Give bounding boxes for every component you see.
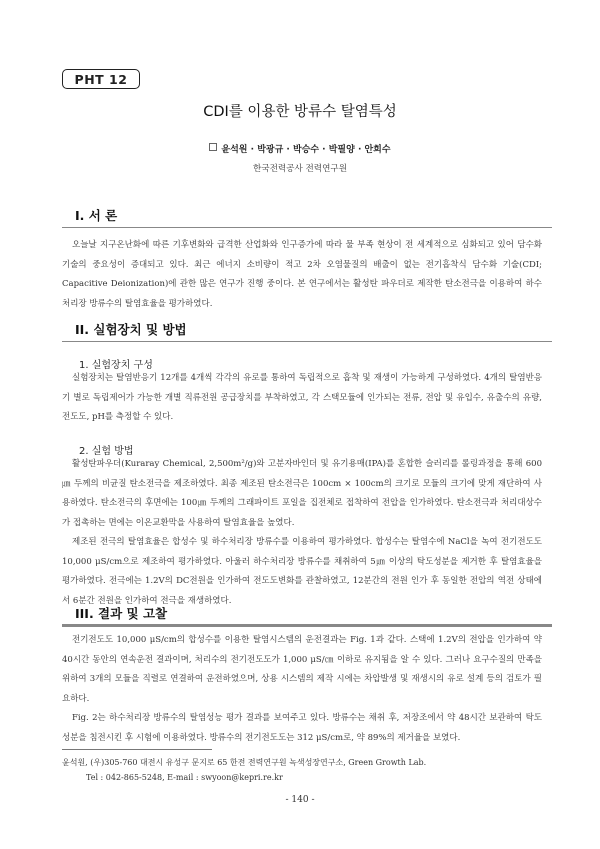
results-paragraph <box>62 631 542 748</box>
intro-paragraph <box>62 236 542 314</box>
method-text-1: 활성탄파우더(Kuraray Chemical, 2,500m²/g)와 고분자바인더 및 유기용매(IPA)를 혼합한 슬러리를 롤링과정을 통해 600㎛ 두께의 비균질 탄소전극을 제조하였다. 최종 제조된 탄소전극은 100cm × 100cm의 크기로 모듈의 크기에 맞게 재단하여 사용하였다. 탄소전극의 후면에는 100㎛ 두께의 그래파이트 포일을 집전체로 접착하여 전압을 인가하였다. 탄소전극과 처리대상수가 접촉하는 면에는 이온교환막을 사용하여 탈염효율을 높였다. <box>62 459 542 528</box>
footnote-contact: Tel : 042-865-5248, E-mail : swyoon@kepri.re.kr <box>86 773 283 782</box>
setup-text: 실험장치는 탈염반응기 12개를 4개씩 각각의 유로를 통하여 독립적으로 흡착 및 재생이 가능하게 구성하였다. 4개의 탈염반응기 별로 독립제어가 가능한 개별 직류전원 공급장치를 부착하였고, 각 스택모듈에 인가되는 전류, 전압 및 유입수, 유출수의 유량, 전도도, pH를 측정할 수 있다. <box>62 373 542 422</box>
paper-title: CDI를 이용한 방류수 탈염특성 <box>203 104 397 120</box>
page-number: - 140 - <box>285 795 315 805</box>
subsection-heading-method: 2. 실험 방법 <box>79 446 134 457</box>
method-text-2: 제조된 전극의 탈염효율은 합성수 및 하수처리장 방류수를 이용하여 평가하였다. 합성수는 탈염수에 NaCl을 녹여 전기전도도 10,000 μS/cm으로 제조하여 평가하였다. 아울러 하수처리장 방류수를 채취하여 5㎛ 이상의 탁도성분을 제거한 후 탈염효율을 평가하였다. 전극에는 1.2V의 DC전원을 인가하여 전도도변화를 관찰하였고, 12분간의 전원 인가 후 동일한 전압의 역전 상태에서 6분간 전원을 인가하여 전극을 재생하였다. <box>62 537 542 606</box>
section-heading-intro: I. 서 론 <box>75 208 118 223</box>
setup-paragraph <box>62 369 542 428</box>
footnote-address: 윤석원, (우)305-760 대전시 유성구 문지로 65 한전 전력연구원 녹색성장연구소, Green Growth Lab. <box>62 758 427 767</box>
section-heading-results: III. 결과 및 고찰 <box>75 606 168 621</box>
subsection-heading-setup: 1. 실험장치 구성 <box>79 360 153 371</box>
results-text-2: Fig. 2는 하수처리장 방류수의 탈염성능 평가 결과를 보여주고 있다. 방류수는 채취 후, 저장조에서 약 48시간 보관하여 탁도 성분을 침전시킨 후 시험에 이용하였다. 방류수의 전기전도도는 312 μS/cm로, 약 89%의 제거율을 보였다. <box>62 713 542 743</box>
section-rule <box>62 227 552 228</box>
results-text-1: 전기전도도 10,000 μS/cm의 합성수를 이용한 탈염시스템의 운전결과는 Fig. 1과 같다. 스택에 1.2V의 전압을 인가하여 약 40시간 동안의 연속운전 결과이며, 처리수의 전기전도도가 1,000 μS/㎝ 이하로 유지됨을 알 수 있다. 그러나 요구수질의 만족을 위하여 3개의 모듈을 직렬로 연결하여 운전하였으며, 상용 시스템의 제작 시에는 차압발생 및 재생시의 유로 설계 등의 검토가 필요하다. <box>62 635 542 704</box>
section-heading-methods: II. 실험장치 및 방법 <box>75 322 187 337</box>
footnote-rule <box>62 749 212 750</box>
section-rule <box>62 341 552 342</box>
section-rule <box>62 624 552 627</box>
footnote <box>62 755 542 785</box>
affiliation: 한국전력공사 전력연구원 <box>252 164 348 174</box>
author-names: 윤석원 · 박광규 · 박승수 · 박필양 · 안희수 <box>221 145 391 155</box>
session-code-badge: PHT 12 <box>62 69 140 89</box>
author-marker-icon <box>209 143 217 151</box>
method-paragraph <box>62 455 542 611</box>
author-list <box>0 142 600 155</box>
intro-text: 오늘날 지구온난화에 따른 기후변화와 급격한 산업화와 인구증가에 따라 물 부족 현상이 전 세계적으로 심화되고 있어 담수화 기술의 중요성이 증대되고 있다. 최근 에너지 소비량이 적고 2차 오염물질의 배출이 없는 전기흡착식 담수화 기술(CDI; Capacitive Deionization)에 관한 많은 연구가 진행 중이다. 본 연구에서는 활성탄 파우더로 제작한 탄소전극을 이용하여 하수처리장 방류수의 탈염효율을 평가하였다. <box>62 240 542 309</box>
